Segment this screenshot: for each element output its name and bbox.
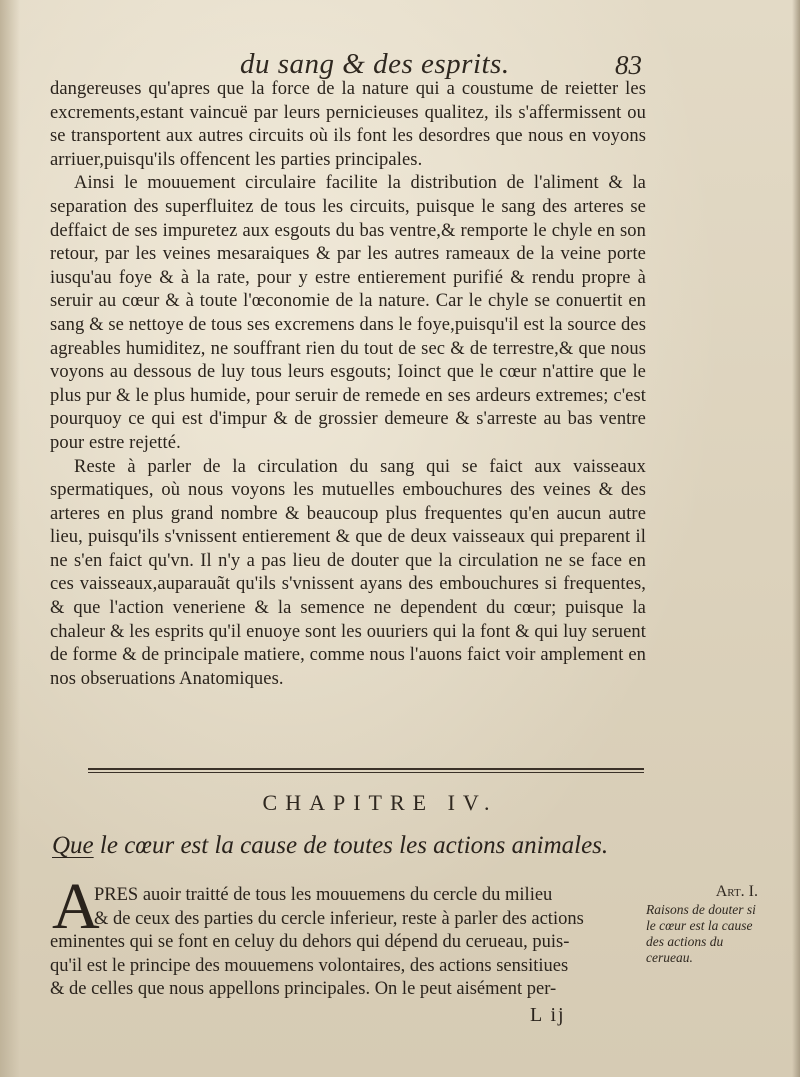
opening-line: eminentes qui se font en celuy du dehors qui dépend du cerueau, puis-: [50, 932, 570, 952]
chapter-title-rest: le cœur est la cause de toutes les actions animales.: [93, 832, 609, 859]
chapter-title-first-word: Que: [52, 832, 94, 859]
page-gutter-shadow: [0, 0, 20, 1077]
paragraph-circulation-distribution: Ainsi le mouuement circulaire facilite la distribution de l'aliment & la separation des superfluitez de tous les circuits, puisque le sang des arteres se deffaict de ses impuretez aux esgouts du bas ventre,& remporte le chyle en son retour, par les veines mesaraiques & par les autres rameaux de la veine porte iusqu'au foye & à la rate, pour y estre entierement purifié & rendu propre à seruir au cœur & à toute l'œconomie de la nature. Car le chyle se conuertit en sang & se nettoye de tous ses excremens dans le foye,puisqu'il est la source des agreables humiditez, ne souffrant rien du tout de sec & de terrestre,& que nous voyons au dessous de luy tous leurs esgouts; Ioinct que le cœur n'attire que le plus pur & le plus humide, pour seruir de remede en ses ardeurs extremes; c'est pourquoy ce qui est d'impur & de grossier demeure & s'arreste au bas ventre pour estre rejetté.: [50, 173, 646, 453]
marginal-note: [646, 884, 766, 966]
chapter-title: [52, 832, 652, 860]
opening-line: qu'il est le principe des mouuemens volontaires, des actions sensitiues: [50, 955, 569, 976]
chapter-heading: CHAPITRE IV.: [262, 790, 498, 815]
opening-line: & de ceux des parties du cercle inferieur, reste à parler des actions: [94, 908, 584, 929]
page-edge-shadow: [792, 0, 800, 1077]
marginal-article-label: Art. I.: [715, 883, 758, 900]
paragraph-spermatic-vessels: Reste à parler de la circulation du sang qui se faict aux vaisseaux spermatiques, où nous voyons les mutuelles embouchures des veines & des arteres en plus grand nombre & beaucoup plus frequentes qu'en aucun autre lieu, puisqu'ils s'vnissent entierement & que de deux vaisseaux qui preparent il ne s'en faict qu'vn. Il n'y a pas lieu de douter que la circulation ne se face en ces vaisseaux,auparauãt qu'ils s'vnissent ayans des embouchures si frequentes, & que l'action veneriene & la semence ne dependent du cœur; puisque la chaleur & les esprits qu'il enuoye sont les ouuriers qui la font & qui luy seruent de forme & de principale matiere, comme nous l'auons faict voir amplement en nos obseruations Anatomiques.: [50, 456, 646, 689]
main-text-block: [50, 78, 646, 691]
drop-cap-initial: A: [52, 870, 100, 943]
page-number: 83: [615, 50, 642, 80]
running-head: du sang & des esprits.: [240, 48, 510, 80]
marginal-note-text: Raisons de douter si le cœur est la cause des actions du cerueau.: [646, 902, 756, 965]
signature-mark: L ij: [530, 1004, 566, 1026]
section-divider-rule: [88, 768, 644, 773]
opening-line: PRES auoir traitté de tous les mouuemens du cercle du milieu: [94, 885, 553, 905]
opening-line: & de celles que nous appellons principales. On le peut aisément per-: [50, 979, 557, 999]
paragraph-continuation: dangereuses qu'apres que la force de la nature qui a coustume de reietter les excrements,estant vaincuë par leurs pernicieuses qualitez, ils s'affermissent ou se transportent aux autres circuits où ils font les desordres que nous en voyons arriuer,puisqu'ils offencent les parties principales.: [50, 79, 646, 170]
chapter-opening-text: [50, 884, 640, 1002]
